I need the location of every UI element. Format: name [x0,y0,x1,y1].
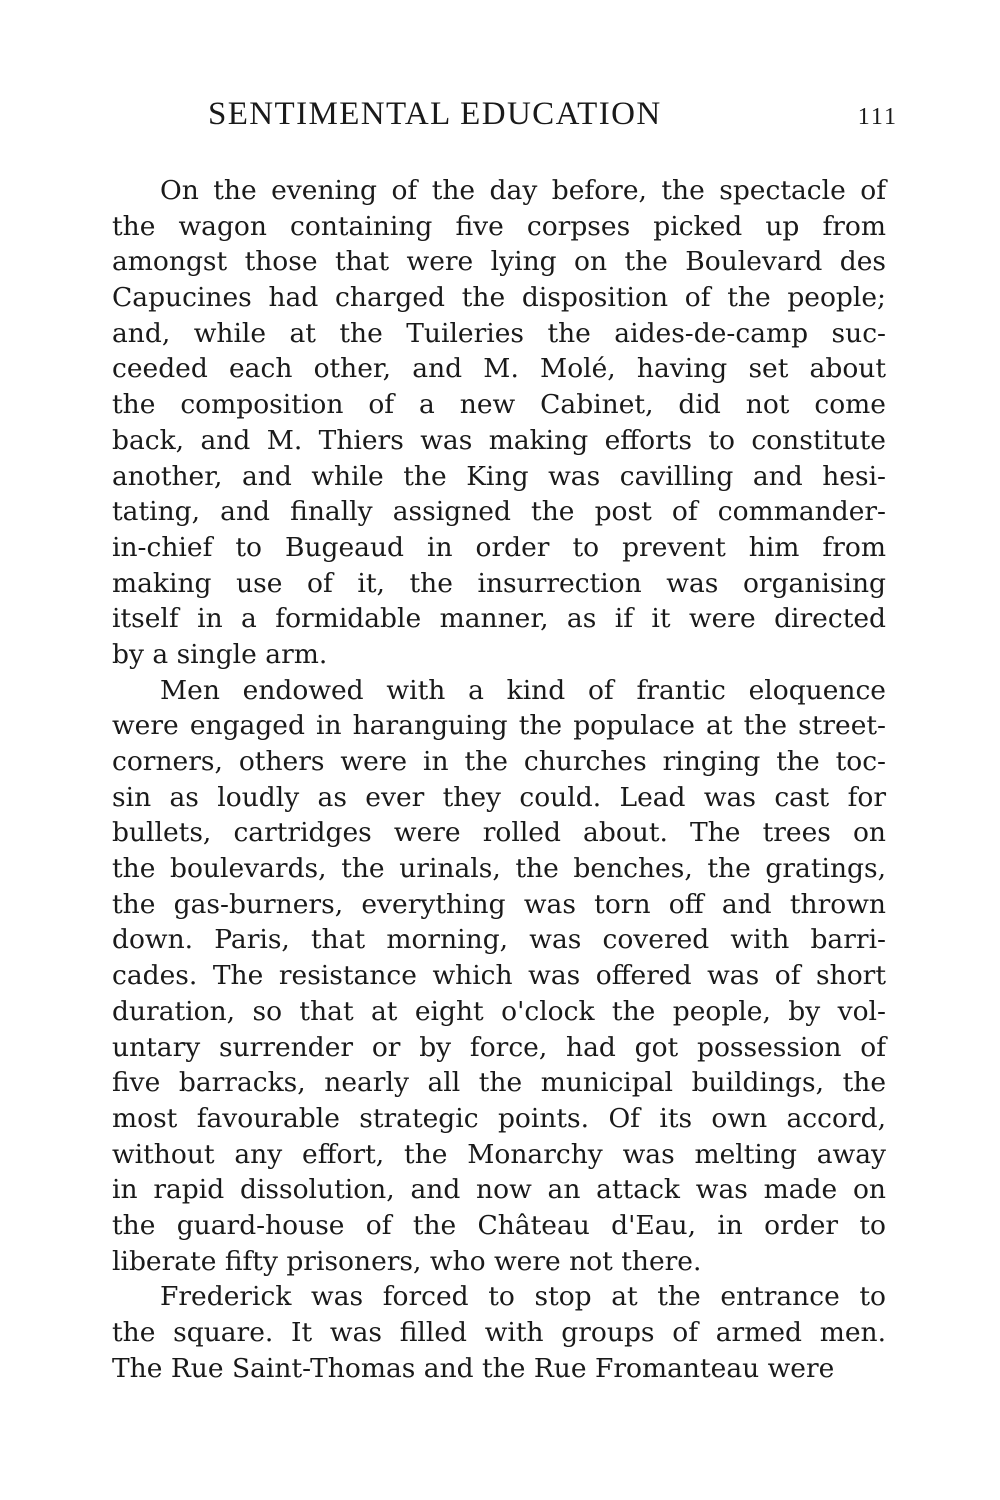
text-line: amongst those that were lying on the Boulevard des [112,246,886,278]
text-line: The Rue Saint-Thomas and the Rue Fromanteau were [112,1352,835,1384]
text-line: tating, and finally assigned the post of commander- [112,496,886,528]
text-line: cades. The resistance which was offered was of short [112,960,886,992]
text-line: by a single arm. [112,638,328,670]
text-line: five barracks, nearly all the municipal buildings, the [112,1067,886,1099]
text-line: without any effort, the Monarchy was melting away [112,1138,886,1170]
text-line: were engaged in haranguing the populace at the street- [112,710,886,742]
text-line: in-chief to Bugeaud in order to prevent him from [112,531,886,563]
text-line: the composition of a new Cabinet, did not come [112,389,886,421]
text-line: sin as loudly as ever they could. Lead was cast for [112,781,886,813]
text-line: the gas-burners, everything was torn off and thrown [112,888,886,920]
paragraph [112,1279,886,1386]
page-number: 111 [857,104,898,130]
text-line: down. Paris, that morning, was covered with barri- [112,924,886,956]
text-line: the boulevards, the urinals, the benches, the gratings, [112,853,886,885]
text-line: corners, others were in the churches ringing the toc- [112,746,886,777]
text-line: duration, so that at eight o'clock the people, by vol- [112,995,886,1027]
text-line: itself in a formidable manner, as if it were directed [112,603,886,635]
text-line: the guard-house of the Château d'Eau, in order to [112,1209,886,1241]
text-line: most favourable strategic points. Of its own accord, [112,1102,886,1134]
text-line: in rapid dissolution, and now an attack was made on [112,1174,886,1206]
running-title: SENTIMENTAL EDUCATION [208,96,662,132]
text-line: liberate fifty prisoners, who were not there. [112,1245,702,1277]
text-line: and, while at the Tuileries the aides-de-camp suc- [112,317,886,349]
text-line: making use of it, the insurrection was organising [112,567,886,599]
text-line: back, and M. Thiers was making efforts to constitute [112,424,886,456]
text-line: ceeded each other, and M. Molé, having set about [112,353,886,385]
body-text [112,173,886,1386]
paragraph [112,673,886,1280]
paragraph [112,173,886,673]
text-line: another, and while the King was cavilling and hesi- [112,460,886,492]
text-line: On the evening of the day before, the spectacle of [160,175,886,206]
text-line: the wagon containing five corpses picked up from [112,210,886,242]
text-line: Men endowed with a kind of frantic eloquence [160,674,886,706]
text-line: untary surrender or by force, had got possession of [112,1031,886,1063]
page-header [208,96,898,146]
text-line: Capucines had charged the disposition of the people; [112,282,886,314]
text-line: Frederick was forced to stop at the entrance to [160,1281,886,1313]
text-line: the square. It was filled with groups of armed men. [112,1317,886,1348]
text-line: bullets, cartridges were rolled about. The trees on [112,817,886,849]
